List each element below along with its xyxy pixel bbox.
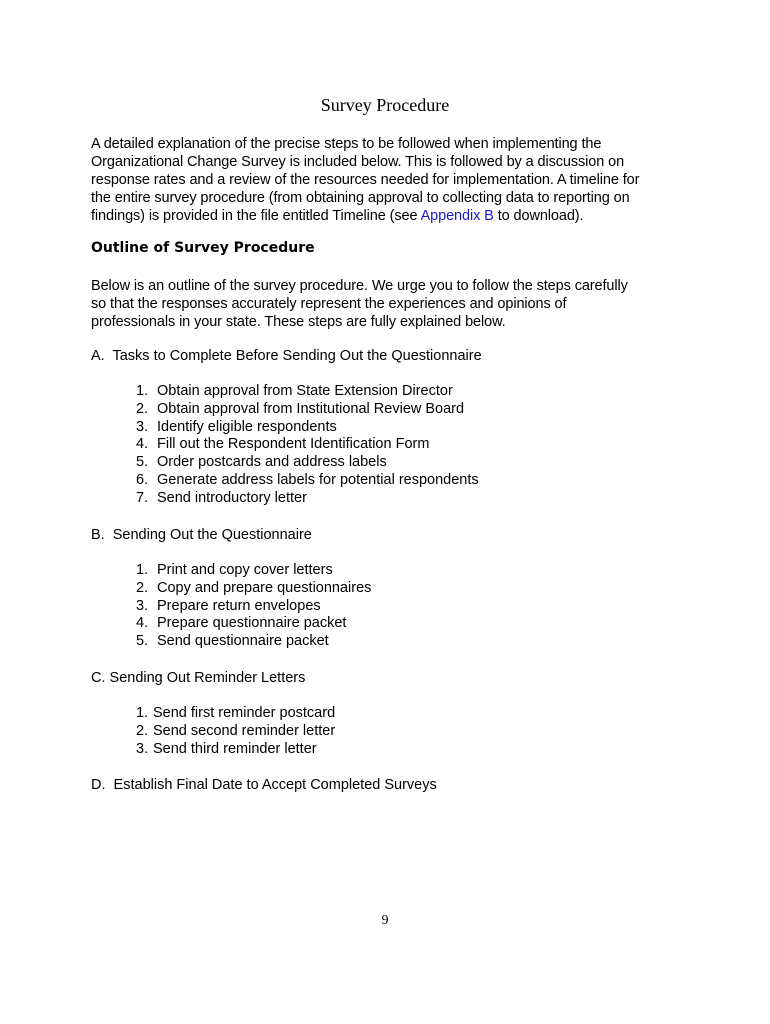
- list-text: Prepare questionnaire packet: [157, 615, 347, 632]
- outline-heading: Outline of Survey Procedure: [91, 240, 315, 256]
- list-text: Prepare return envelopes: [157, 597, 321, 614]
- page-number: 9: [381, 913, 389, 928]
- list-item: [136, 598, 371, 616]
- list-item: [136, 490, 479, 508]
- list-text: Send introductory letter: [157, 489, 307, 506]
- list-text: Send second reminder letter: [153, 722, 336, 739]
- section-heading-a: A. Tasks to Complete Before Sending Out the Questionnaire: [91, 348, 482, 364]
- list-text: Obtain approval from State Extension Director: [157, 383, 453, 399]
- list-text: Send third reminder letter: [153, 740, 317, 757]
- list-item: [136, 383, 479, 401]
- list-text: Generate address labels for potential respondents: [157, 471, 479, 488]
- list-text: Order postcards and address labels: [157, 454, 387, 471]
- list-text: Send first reminder postcard: [153, 705, 336, 721]
- list-text: Fill out the Respondent Identification Form: [157, 436, 430, 453]
- intro-line: Organizational Change Survey is included below. This is followed by a discussion on: [91, 154, 625, 170]
- intro-line-text: to download).: [493, 208, 584, 224]
- list-item: [136, 633, 371, 651]
- list-item: [136, 741, 335, 759]
- list-item: [136, 436, 479, 454]
- outline-line: Below is an outline of the survey procedure. We urge you to follow the steps carefully: [91, 278, 628, 294]
- list-text: Print and copy cover letters: [157, 562, 333, 578]
- section-heading-c: C. Sending Out Reminder Letters: [91, 670, 306, 686]
- list-number: 3.: [136, 597, 149, 614]
- section-heading-d: D. Establish Final Date to Accept Completed Surveys: [91, 777, 437, 793]
- list-number: 1.: [136, 562, 149, 578]
- intro-line-text: findings) is provided in the file entitled Timeline (see: [91, 208, 421, 224]
- intro-line: response rates and a review of the resources needed for implementation. A timeline for: [91, 172, 640, 188]
- list-item: [136, 562, 371, 580]
- outline-line: professionals in your state. These steps are fully explained below.: [91, 314, 506, 330]
- list-item: [136, 705, 335, 723]
- outline-line: so that the responses accurately represent the experiences and opinions of: [91, 296, 567, 312]
- list-number: 1.: [136, 383, 149, 399]
- intro-line: the entire survey procedure (from obtaining approval to collecting data to reporting on: [91, 190, 630, 206]
- list-item: [136, 723, 335, 741]
- intro-line: A detailed explanation of the precise steps to be followed when implementing the: [91, 136, 602, 152]
- outline-paragraph: [91, 277, 691, 331]
- intro-paragraph: [91, 135, 691, 225]
- list-number: 3.: [136, 740, 149, 757]
- list-number: 7.: [136, 489, 149, 506]
- list-item: [136, 454, 479, 472]
- list-item: [136, 580, 371, 598]
- list-number: 2.: [136, 400, 149, 417]
- list-item: [136, 401, 479, 419]
- list-text: Send questionnaire packet: [157, 633, 329, 650]
- list-item: [136, 615, 371, 633]
- page-title: Survey Procedure: [320, 95, 450, 115]
- list-item: [136, 472, 479, 490]
- list-number: 4.: [136, 615, 149, 632]
- intro-line: [91, 207, 691, 225]
- section-a-list: [136, 383, 479, 508]
- list-number: 4.: [136, 436, 149, 453]
- list-number: 3.: [136, 418, 149, 435]
- section-heading-b: B. Sending Out the Questionnaire: [91, 527, 312, 543]
- list-text: Identify eligible respondents: [157, 418, 337, 435]
- list-number: 5.: [136, 633, 149, 650]
- appendix-b-link[interactable]: Appendix B: [420, 208, 494, 224]
- list-number: 2.: [136, 722, 149, 739]
- list-number: 5.: [136, 454, 149, 471]
- list-number: 1.: [136, 705, 149, 721]
- section-c-list: [136, 705, 335, 758]
- section-b-list: [136, 562, 371, 651]
- list-item: [136, 419, 479, 437]
- list-text: Copy and prepare questionnaires: [157, 579, 372, 596]
- list-number: 2.: [136, 579, 149, 596]
- list-text: Obtain approval from Institutional Review Board: [157, 400, 465, 417]
- list-number: 6.: [136, 471, 149, 488]
